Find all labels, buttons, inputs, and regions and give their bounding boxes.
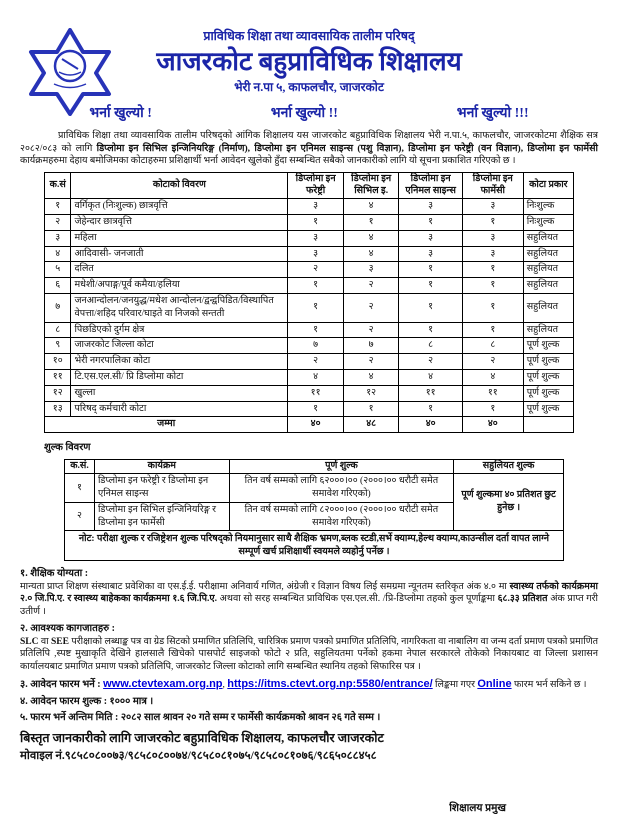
- cell-quota-type: निःशुल्क: [523, 214, 573, 230]
- cell-quota-type: पूर्ण शुल्क: [523, 370, 573, 386]
- cell-quota-detail: परिषद् कर्मचारी कोटा: [71, 401, 288, 417]
- footer-info-line: बिस्तृत जानकारीको लागि जाजरकोट बहुप्राविधिक शिक्षालय, काफलचौर जाजरकोट: [20, 730, 384, 745]
- cell-sn: ७: [45, 293, 71, 322]
- cell-civil: १२: [343, 385, 399, 401]
- cell-animal: १: [399, 293, 462, 322]
- fee-table-header: [65, 459, 564, 473]
- qualification-bold-gpa: स्वास्थ्य तर्फको कार्यक्रममा २.० जि.पि.ए. र स्वास्थ्य बाहेकका कार्यक्रममा १.६ जि.पि.ए.: [20, 581, 598, 605]
- council-name: प्राविधिक शिक्षा तथा व्यावसायिक तालीम परिषद्: [203, 29, 415, 43]
- cell-pharmacy: १: [462, 278, 523, 294]
- intro-programs-bold: डिप्लोमा इन सिभिल इन्जिनियरिङ्ग (निर्माण), डिप्लोमा इन एनिमल साइन्स (पशु विज्ञान), डिप्लोमा इन फरेष्ट्री (वन विज्ञान), डिप्लोमा इन फार्मेसी: [96, 143, 598, 154]
- fee-row2-program: डिप्लोमा इन सिभिल इन्जिनियरिङ्ग र डिप्लोमा इन फार्मेसी: [94, 502, 229, 531]
- cell-civil: २: [343, 278, 399, 294]
- school-address: भेरी न.पा ५, काफलचौर, जाजरकोट: [234, 79, 384, 94]
- cell-quota-type: सहुलियत: [523, 278, 573, 294]
- intro-paragraph: [20, 130, 598, 168]
- cell-pharmacy: ३: [462, 199, 523, 215]
- cell-forestry: ११: [288, 385, 344, 401]
- cell-civil: ७: [343, 338, 399, 354]
- school-logo: [28, 28, 112, 116]
- cell-quota-type: सहुलियत: [523, 293, 573, 322]
- page-title: जाजरकोट बहुप्राविधिक शिक्षालय: [156, 46, 462, 76]
- table-row: [45, 354, 574, 370]
- admission-banners: [89, 105, 528, 124]
- cell-sn: १२: [45, 385, 71, 401]
- table-row: [45, 214, 574, 230]
- cell-civil: ४: [343, 370, 399, 386]
- cell-sn: २: [45, 214, 71, 230]
- cell-pharmacy: १: [462, 293, 523, 322]
- documents-bold-see: SEE: [51, 636, 69, 647]
- cell-quota-detail: पिछडिएको दुर्गम क्षेत्र: [71, 322, 288, 338]
- documents-mid: वा: [38, 636, 51, 647]
- table-row: [45, 385, 574, 401]
- cell-quota-type: पूर्ण शुल्क: [523, 338, 573, 354]
- fee-row2-sn: २: [65, 502, 95, 531]
- table-row: [45, 230, 574, 246]
- intro-part1: प्राविधिक शिक्षा तथा व्यावसायिक तालीम परिषद्को आंगिक शिक्षालय यस जाजरकोट बहुप्राविधिक शिक्षालय भेरी न.पा.५, काफलचौर, जाजरकोटमा शैक्षिक सत्र २०८२/०८३ को लागि: [20, 130, 598, 154]
- cell-quota-detail: जेहेन्दार छात्रवृत्ति: [71, 214, 288, 230]
- cell-civil: २: [343, 354, 399, 370]
- cell-forestry: ३: [288, 230, 344, 246]
- cell-animal: १: [399, 262, 462, 278]
- cell-pharmacy: ८: [462, 338, 523, 354]
- col-header-pharmacy: डिप्लोमा इन फार्मेसी: [462, 173, 523, 199]
- qualification-part2: अथवा सो सरह सम्बन्धित प्राविधिक एस.एल.सी. /प्रि-डिप्लोमा तहको कुल पूर्णाङ्कमा: [216, 594, 498, 605]
- section-qualification-heading: १. शैक्षिक योग्यता :: [20, 568, 89, 580]
- table-row: [45, 262, 574, 278]
- fee-col-subsidized: सहुलियत शुल्क: [454, 459, 564, 473]
- section-deadline-line: ५. फारम भर्ने अन्तिम मिति : २०८२ साल श्रावन २० गते सम्म र फार्मेसी कार्यक्रमको श्रावन २६ गते सम्म ।: [20, 712, 381, 724]
- cell-sn: ९: [45, 338, 71, 354]
- fee-note: नोट: परीक्षा शुल्क र रजिष्ट्रेशन शुल्क परिषद्को नियमानुसार साथै शैक्षिक भ्रमण,ब्लक स्टडी,सर्भे क्याम्प,हेल्थ क्याम्प,काउन्सील दर्ता वापत लाग्ने सम्पूर्ण खर्च प्रशिक्षार्थी स्वयमले व्यहोर्नु पर्नेछ ।: [65, 531, 564, 561]
- table-row: [45, 246, 574, 262]
- admission-banner-2: भर्ना खुल्यो !!: [270, 105, 338, 121]
- apply-mid-text: लिङ्कमा गएर: [432, 679, 478, 690]
- section-apply-heading: ३. आवेदन फारम भर्ने :: [20, 678, 104, 690]
- cell-quota-type: पूर्ण शुल्क: [523, 354, 573, 370]
- cell-animal: ८: [399, 338, 462, 354]
- cell-animal: ३: [399, 199, 462, 215]
- fee-row1-full-fee: तिन वर्ष सम्मको लागि ६२०००।०० (२०००।०० धरौटी समेत समावेश गरिएको): [229, 474, 454, 503]
- cell-sn: ५: [45, 262, 71, 278]
- cell-sn: ११: [45, 370, 71, 386]
- total-row: [45, 417, 574, 433]
- cell-pharmacy: १: [462, 322, 523, 338]
- table-row: [45, 401, 574, 417]
- col-header-animal: डिप्लोमा इन एनिमल साइन्स: [399, 173, 462, 199]
- cell-animal: २: [399, 354, 462, 370]
- cell-forestry: १: [288, 214, 344, 230]
- cell-quota-type: पूर्ण शुल्क: [523, 401, 573, 417]
- cell-pharmacy: ३: [462, 230, 523, 246]
- table-row: [45, 278, 574, 294]
- col-header-civil: डिप्लोमा इन सिभिल इ.: [343, 173, 399, 199]
- cell-pharmacy: २: [462, 354, 523, 370]
- fee-section-title: शुल्क विवरण: [44, 442, 91, 454]
- total-type-empty: [523, 417, 573, 433]
- fee-row1-sn: १: [65, 474, 95, 503]
- cell-forestry: १: [288, 293, 344, 322]
- cell-quota-type: सहुलियत: [523, 322, 573, 338]
- cell-forestry: ३: [288, 199, 344, 215]
- section-form-fee-line: ४. आवेदन फारम शुल्क : १००० मात्र ।: [20, 695, 154, 707]
- cell-civil: ४: [343, 246, 399, 262]
- fee-col-full: पूर्ण शुल्क: [229, 459, 454, 473]
- cell-forestry: ७: [288, 338, 344, 354]
- cell-quota-detail: दलित: [71, 262, 288, 278]
- link-ctevtexam[interactable]: www.ctevtexam.org.np: [103, 677, 223, 690]
- cell-forestry: १: [288, 401, 344, 417]
- fee-header-row: [65, 459, 564, 473]
- col-header-type: कोटा प्रकार: [523, 173, 573, 199]
- notice-sections: [20, 567, 598, 725]
- cell-sn: ८: [45, 322, 71, 338]
- col-header-sn: क.सं: [45, 173, 71, 199]
- section-apply-line: [20, 677, 598, 692]
- cell-quota-detail: आदिवासी- जनजाती: [71, 246, 288, 262]
- cell-quota-detail: महिला: [71, 230, 288, 246]
- section-documents-body: [20, 636, 598, 674]
- qualification-bold-percent: ६८.३३ प्रतिशत: [497, 594, 548, 605]
- cell-forestry: ४: [288, 370, 344, 386]
- intro-part2: कार्यक्रमहरुमा देहाय बमोजिमका कोटाहरुमा प्रशिक्षार्थी भर्ना आवेदन खुलेको हुँदा सम्बन्धित सबैको जानकारीको लागि यो सूचना प्रकाशित गरिएको छ ।: [20, 156, 516, 167]
- cell-pharmacy: १: [462, 262, 523, 278]
- cell-animal: ३: [399, 230, 462, 246]
- cell-animal: १: [399, 278, 462, 294]
- total-forestry: ४०: [288, 417, 344, 433]
- fee-col-sn: क.सं.: [65, 459, 95, 473]
- fee-table: [64, 459, 564, 561]
- cell-forestry: ३: [288, 246, 344, 262]
- ctevt-star-icon: [28, 109, 112, 119]
- cell-quota-detail: मधेशी/अपाङ्ग/पूर्व कमैया/हलिया: [71, 278, 288, 294]
- total-pharmacy: ४०: [462, 417, 523, 433]
- fee-note-row: [65, 531, 564, 561]
- table-row: [45, 338, 574, 354]
- cell-civil: २: [343, 322, 399, 338]
- cell-civil: २: [343, 293, 399, 322]
- cell-quota-detail: खुल्ला: [71, 385, 288, 401]
- cell-quota-detail: जाजरकोट जिल्ला कोटा: [71, 338, 288, 354]
- cell-sn: १३: [45, 401, 71, 417]
- cell-quota-type: पूर्ण शुल्क: [523, 385, 573, 401]
- cell-pharmacy: ३: [462, 246, 523, 262]
- quota-header-row: [45, 173, 574, 199]
- cell-forestry: २: [288, 262, 344, 278]
- fee-col-program: कार्यक्रम: [94, 459, 229, 473]
- documents-text: परीक्षाको लब्धाङ्क पत्र वा ग्रेड सिटको प्रमाणित प्रतिलिपि, चारित्रिक प्रमाण पत्रको प्रमाणित प्रतिलिपि, नागरिकता वा नाबालिग वा जन्म दर्ता प्रमाण पत्रको प्रमाणित प्रतिलिपि ,स्पष्ट मुखाकृति देखिने हालसालै खिचेको पासपोर्ट साइजको फोटो २ प्रति, सहुलियतमा पर्नेको हकमा नेपाल सरकारले तोकेको निकायबाट वा जिल्ला प्रशासन कार्यालयबाट प्रमाणित प्रमाण पत्रको प्रतिलिपि, जाजरकोट जिल्ला कोटाको लागि सम्बन्धित स्थानिय तहको सिफारिस पत्र ।: [20, 636, 598, 673]
- cell-animal: १: [399, 401, 462, 417]
- fee-table-body: [65, 474, 564, 561]
- cell-pharmacy: १: [462, 214, 523, 230]
- cell-sn: ६: [45, 278, 71, 294]
- cell-forestry: १: [288, 322, 344, 338]
- total-animal: ४०: [399, 417, 462, 433]
- cell-animal: ४: [399, 370, 462, 386]
- fee-row2-full-fee: तिन वर्ष सम्मको लागि ८२०००।०० (२०००।०० धरौटी समेत समावेश गरिएको): [229, 502, 454, 531]
- qualification-part1: मान्यता प्राप्त शिक्षण संस्थाबाट प्रवेशिका वा एस.ई.ई. परीक्षामा अनिवार्य गणित, अंग्रेजी र विज्ञान विषय लिई समग्रमा न्यूनतम स्तरिकृत अंक ४.० मा: [20, 581, 510, 592]
- quota-total: [45, 417, 574, 433]
- cell-pharmacy: ४: [462, 370, 523, 386]
- cell-animal: १: [399, 322, 462, 338]
- table-row: [45, 322, 574, 338]
- quota-table-header: [45, 173, 574, 199]
- cell-civil: ४: [343, 199, 399, 215]
- section-qualification-body: [20, 581, 598, 619]
- cell-quota-detail: भेरी नगरपालिका कोटा: [71, 354, 288, 370]
- cell-sn: ४: [45, 246, 71, 262]
- cell-pharmacy: ११: [462, 385, 523, 401]
- table-row: [45, 370, 574, 386]
- cell-quota-detail: वर्गिकृत (निःशुल्क) छात्रवृत्ति: [71, 199, 288, 215]
- cell-animal: ११: [399, 385, 462, 401]
- apply-tail-text: फारम भर्न सकिने छ ।: [511, 679, 587, 690]
- cell-civil: १: [343, 401, 399, 417]
- cell-quota-type: सहुलियत: [523, 230, 573, 246]
- cell-quota-type: निःशुल्क: [523, 199, 573, 215]
- total-civil: ४८: [343, 417, 399, 433]
- col-header-detail: कोटाको विवरण: [71, 173, 288, 199]
- signature-label: शिक्षालय प्रमुख: [449, 803, 506, 815]
- cell-forestry: २: [288, 354, 344, 370]
- cell-quota-detail: जनआन्दोलन/जनयुद्ध/मधेश आन्दोलन/द्वन्द्वपिडित/विस्थापित वेपत्ता/शहिद परिवार/घाइते वा निजको सन्तती: [71, 293, 288, 322]
- cell-quota-type: सहुलियत: [523, 262, 573, 278]
- cell-sn: १: [45, 199, 71, 215]
- cell-animal: ३: [399, 246, 462, 262]
- cell-quota-detail: टि.एस.एल.सी/ प्रि डिप्लोमा कोटा: [71, 370, 288, 386]
- table-row: [65, 474, 564, 503]
- cell-civil: ३: [343, 262, 399, 278]
- quota-table-body: [45, 199, 574, 417]
- cell-sn: १०: [45, 354, 71, 370]
- cell-animal: १: [399, 214, 462, 230]
- section-documents-heading: २. आवश्यक कागजातहरु :: [20, 623, 115, 635]
- quota-table: [44, 172, 574, 433]
- footer-mobile-line: मोवाइल नं.९८५८०८००७३/९८५८०८००७४/९८५८०८१०७५/९८५८०८१०७६/९८६५०८८४५८: [20, 749, 377, 762]
- fee-row1-program: डिप्लोमा इन फरेष्ट्री र डिप्लोमा इन एनिमल साइन्स: [94, 474, 229, 503]
- apply-separator: ,: [222, 679, 228, 690]
- table-row: [45, 199, 574, 215]
- cell-sn: ३: [45, 230, 71, 246]
- link-itms-entrance[interactable]: https://itms.ctevt.org.np:5580/entrance/: [227, 677, 433, 690]
- cell-civil: ४: [343, 230, 399, 246]
- cell-pharmacy: १: [462, 401, 523, 417]
- cell-forestry: १: [288, 278, 344, 294]
- cell-quota-type: सहुलियत: [523, 246, 573, 262]
- col-header-forestry: डिप्लोमा इन फरेष्ट्री: [288, 173, 344, 199]
- fee-discount-note: पूर्ण शुल्कमा ४० प्रतिशत छुट हुनेछ ।: [454, 474, 564, 531]
- total-label: जम्मा: [45, 417, 288, 433]
- link-online[interactable]: Online: [477, 677, 512, 690]
- qualification-part3: अंक प्राप्त गरी उतीर्ण ।: [20, 594, 598, 618]
- admission-banner-3: भर्ना खुल्यो !!!: [456, 105, 529, 121]
- admission-banner-1: भर्ना खुल्यो !: [89, 105, 152, 121]
- cell-civil: १: [343, 214, 399, 230]
- documents-bold-slc: SLC: [20, 636, 39, 647]
- table-row: [45, 293, 574, 322]
